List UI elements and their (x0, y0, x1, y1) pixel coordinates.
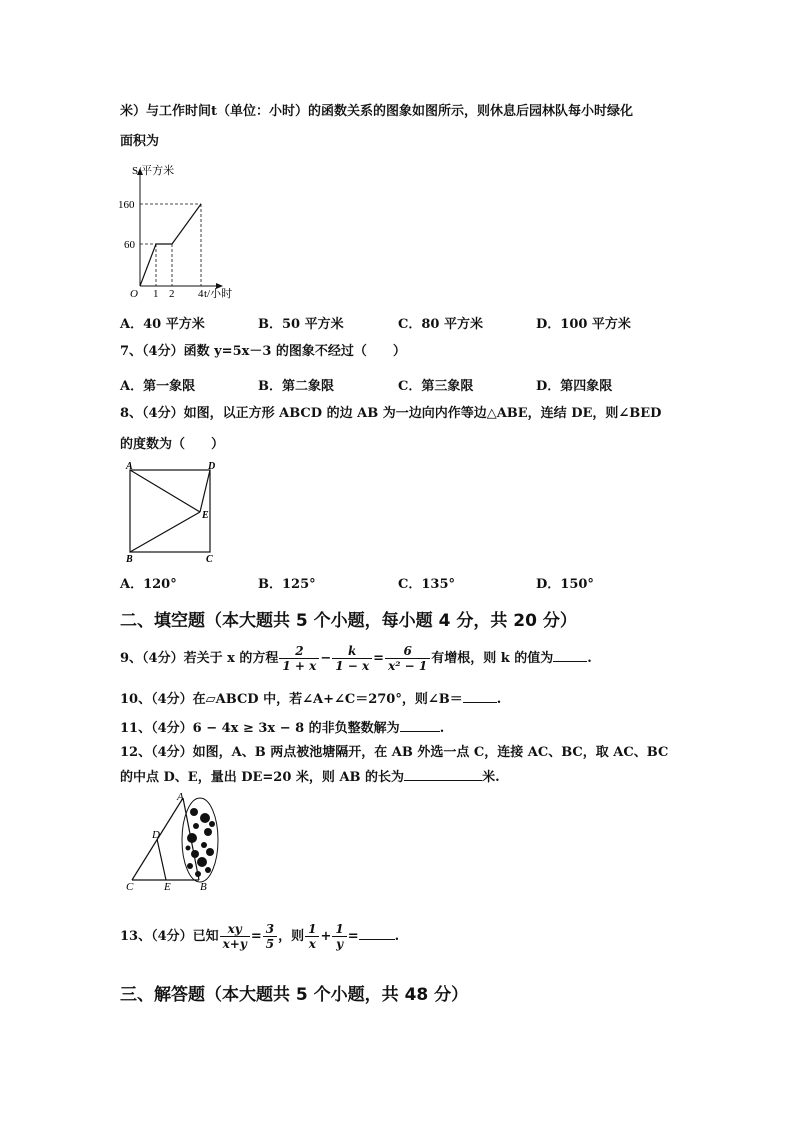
q13-suffix: = (347, 929, 359, 944)
q12-text-line1: 12、（4分）如图，A、B 两点被池塘隔开，在 AB 外选一点 C，连接 AC、BC，取 AC、BC (120, 745, 669, 760)
q13-frac-2: $\frac{3}{5}$ (263, 922, 277, 951)
q11-end: . (439, 721, 445, 736)
q13-end: . (394, 929, 400, 944)
label-c: C (126, 881, 134, 893)
q12-end: 米. (482, 770, 500, 785)
q12-answer-blank[interactable] (404, 768, 482, 781)
label-c: C (206, 554, 213, 565)
q8-text-line2: 的度数为（ ） (120, 437, 225, 452)
q6-graph (118, 160, 248, 300)
label-a: A (177, 791, 184, 803)
q8-figure (120, 460, 230, 568)
pond-outline (182, 798, 218, 882)
q12-text-line2: 的中点 D、E，量出 DE=20 米，则 AB 的长为 (120, 770, 405, 785)
q6-option-c: C．80 平方米 (398, 317, 483, 332)
q13-plus: + (320, 929, 332, 944)
q8-text-line1: 8、（4分）如图，以正方形 ABCD 的边 AB 为一边向内作等边△ABE，连结 DE，则∠BED (120, 406, 662, 421)
q6-text-line2: 面积为 (120, 134, 160, 149)
q9-prefix: 9、（4分）若关于 x 的方程 (120, 651, 279, 666)
ytick-160: 160 (118, 199, 135, 211)
section-2-heading: 二、填空题（本大题共 5 个小题，每小题 4 分，共 20 分） (120, 611, 577, 631)
q6-option-b: B．50 平方米 (258, 317, 344, 332)
q6-option-d: D．100 平方米 (536, 317, 631, 332)
q11 (120, 719, 444, 737)
q9-minus: − (320, 651, 332, 666)
q13-frac-4: $\frac{1}{y}$ (332, 922, 346, 951)
q9-frac-3: $\frac{6}{\text{x² − 1}}$ (385, 644, 430, 673)
q7-option-d: D．第四象限 (536, 379, 613, 394)
q13-eq: = (250, 929, 262, 944)
q8-option-a: A．120° (120, 577, 177, 592)
q10-text: 10、（4分）在▱ABCD 中，若∠A+∠C＝270°，则∠B＝ (120, 692, 463, 707)
label-d: D (152, 829, 160, 841)
segment-be (130, 512, 200, 552)
q11-answer-blank[interactable] (400, 719, 440, 732)
q10 (120, 690, 501, 708)
q9-suffix: 有增根，则 k 的值为 (431, 651, 554, 666)
q9-end: . (587, 651, 592, 666)
q7-stem: 7、（4分）函数 y=5x－3 的图象不经过（ ） (120, 344, 406, 359)
label-e: E (164, 881, 171, 893)
q13-answer-blank[interactable] (359, 927, 395, 940)
q12-text-line2-wrap (120, 768, 500, 786)
q7-option-b: B．第二象限 (258, 379, 334, 394)
label-e: E (202, 510, 209, 521)
label-d: D (208, 461, 216, 472)
q9-answer-blank[interactable] (553, 649, 587, 662)
q7-option-a: A．第一象限 (120, 379, 196, 394)
q6-text-line1: 米）与工作时间t（单位：小时）的函数关系的图象如图所示，则休息后园林队每小时绿化 (120, 104, 634, 119)
xtick-1: 1 (153, 288, 159, 300)
q8-option-b: B．125° (258, 577, 316, 592)
q13 (120, 918, 399, 956)
q9-frac-1: $\frac{2}{1 + x}$ (279, 644, 319, 673)
q7-option-c: C．第三象限 (398, 379, 474, 394)
segment-de (157, 839, 166, 880)
y-axis-label: S/平方米 (132, 165, 175, 177)
q10-answer-blank[interactable] (463, 690, 497, 703)
xtick-4: 4 (198, 288, 204, 300)
label-b: B (200, 881, 207, 893)
q12-figure (120, 790, 225, 896)
label-a: A (126, 461, 133, 472)
xtick-2: 2 (169, 288, 175, 300)
q8-option-d: D．150° (536, 577, 594, 592)
q13-mid: ，则 (278, 929, 305, 944)
q9-frac-2: $\frac{k}{1 - x}$ (332, 644, 372, 673)
q8-option-c: C．135° (398, 577, 455, 592)
q9-eq: = (373, 651, 385, 666)
q13-frac-3: $\frac{1}{x}$ (305, 922, 319, 951)
segment-de (200, 470, 210, 512)
ytick-60: 60 (124, 239, 135, 251)
q10-end: . (496, 692, 502, 707)
q13-frac-1: $\frac{xy}{x+y}$ (220, 922, 250, 951)
x-axis-label: t/小时 (204, 288, 233, 300)
label-b: B (126, 554, 133, 565)
segment-ae (130, 470, 200, 512)
q13-prefix: 13、（4分）已知 (120, 929, 219, 944)
origin-label: O (130, 288, 138, 300)
q9 (120, 640, 592, 678)
q11-text: 11、（4分）6 − 4x ≥ 3x − 8 的非负整数解为 (120, 721, 400, 736)
section-3-heading: 三、解答题（本大题共 5 个小题，共 48 分） (120, 985, 469, 1005)
function-line (140, 204, 201, 286)
q6-option-a: A．40 平方米 (120, 317, 205, 332)
